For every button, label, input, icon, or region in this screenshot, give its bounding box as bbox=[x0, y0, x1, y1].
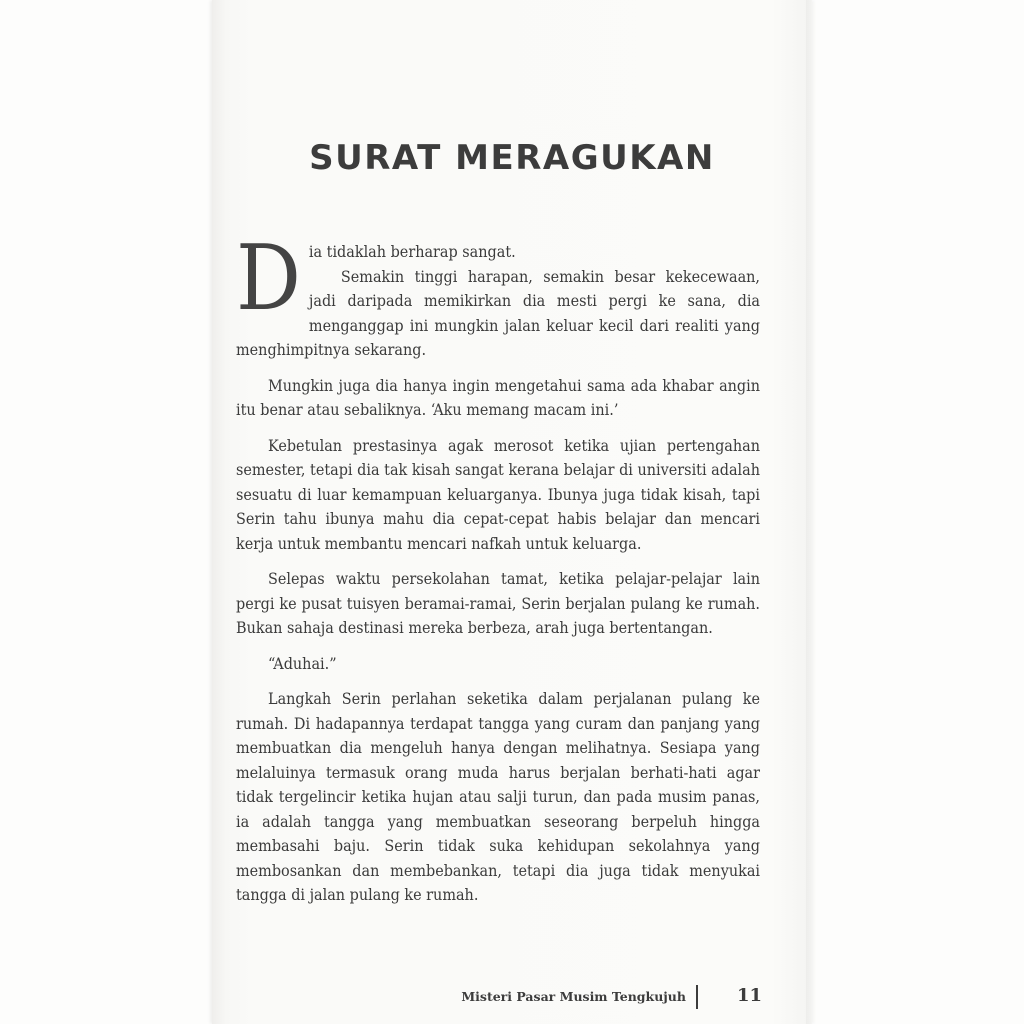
page-footer bbox=[450, 983, 770, 1013]
paragraph-1 bbox=[236, 226, 760, 363]
running-footer-title: Misteri Pasar Musim Tengkujuh bbox=[461, 989, 686, 1004]
chapter-title: SURAT MERAGUKAN bbox=[309, 138, 715, 178]
paragraph-1-line-1: ia tidaklah berharap sangat. bbox=[308, 242, 516, 261]
paragraph-1-rest: Semakin tinggi harapan, semakin besar kekecewaan, jadi daripada memikirkan dia mesti pergi ke sana, dia menganggap ini mungkin jalan keluar kecil dari realiti yang menghimpitnya sekarang. bbox=[236, 266, 760, 359]
page-number: 11 bbox=[736, 985, 762, 1006]
paragraph-2: Mungkin juga dia hanya ingin mengetahui sama ada khabar angin itu benar atau sebaliknya. ‘Aku memang macam ini.’ bbox=[236, 375, 760, 419]
paragraph-5: “Aduhai.” bbox=[268, 653, 337, 673]
paragraph-4: Selepas waktu persekolahan tamat, ketika pelajar-pelajar lain pergi ke pusat tuisyen beramai-ramai, Serin berjalan pulang ke rumah. Bukan sahaja destinasi mereka berbeza, arah juga bertentangan. bbox=[236, 569, 760, 637]
paragraph-6: Langkah Serin perlahan seketika dalam perjalanan pulang ke rumah. Di hadapannya terdapat tangga yang curam dan panjang yang membuatkan dia mengeluh hanya dengan melihatnya. Sesiapa yang melaluinya termasuk orang muda harus berjalan berhati-hati agar tidak tergelincir ketika hujan atau salji turun, dan pada musim panas, ia adalah tangga yang membuatkan seseorang berpeluh hingga membasahi baju. Serin tidak suka kehidupan sekolahnya yang membosankan dan membebankan, tetapi dia juga tidak menyukai tangga di jalan pulang ke rumah. bbox=[236, 689, 760, 904]
footer-divider bbox=[696, 985, 698, 1009]
drop-cap: D bbox=[236, 226, 301, 331]
chapter-body bbox=[236, 226, 760, 919]
paragraph-3: Kebetulan prestasinya agak merosot ketika ujian pertengahan semester, tetapi dia tak kisah sangat kerana belajar di universiti adalah sesuatu di luar kemampuan keluarganya. Ibunya juga tidak kisah, tapi Serin tahu ibunya mahu dia cepat-cepat habis belajar dan mencari kerja untuk membantu mencari nafkah untuk keluarga. bbox=[236, 435, 760, 553]
